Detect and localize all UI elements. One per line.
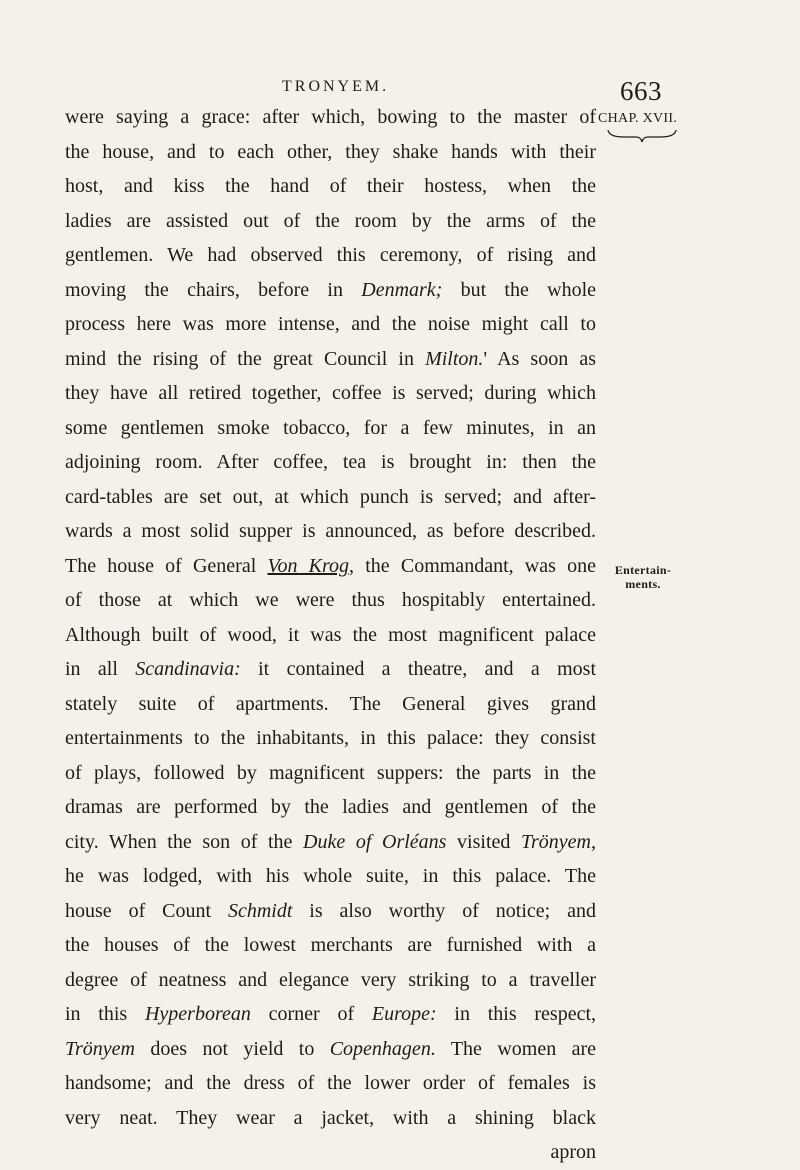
text-segment: were saying a grace: after which, bowing to the master of [65,106,596,128]
text-segment: the house, and to each other, they shake hands with their [65,140,596,163]
text-segment: of plays, followed by magnificent suppers: the parts in the [65,761,596,784]
running-title: TRONYEM. [282,78,390,95]
text-segment: very neat. They wear a jacket, with a shining black [65,1106,596,1129]
text-segment: handsome; and the dress of the lower order of females is [65,1072,596,1094]
text-line [65,894,596,929]
text-segment: visited [446,830,521,853]
text-line [65,100,596,135]
text-segment: does not yield to [135,1037,330,1060]
text-line [65,825,596,860]
text-line [65,1066,596,1101]
text-line [65,756,596,791]
text-segment: in this [65,1003,145,1025]
text-segment: he was lodged, with his whole suite, in this palace. The [65,865,596,887]
text-segment: , the Commandant, was one [349,554,596,577]
text-line [65,721,596,756]
text-segment: mind the rising of the great Council in [65,347,426,370]
text-segment: of those at which we were thus hospitably entertained. [65,589,596,611]
text-line [65,273,596,308]
sidenote-entertainments [608,563,678,591]
text-line [65,169,596,204]
text-line [65,480,596,515]
text-segment: entertainments to the inhabitants, in this palace: they consist [65,727,596,749]
text-line [65,135,596,170]
text-line [65,307,596,342]
text-line [65,928,596,963]
text-segment: Trönyem, [521,830,596,853]
text-segment: wards a most solid supper is announced, as before described. [65,520,596,542]
text-segment: host, and kiss the hand of their hostess, when the [65,175,596,197]
text-segment: The women are [435,1037,597,1060]
text-segment: card-tables are set out, at which punch is served; and after- [65,485,596,508]
text-segment: city. When the son of the [65,830,304,853]
text-line [65,618,596,653]
text-segment: degree of neatness and elegance very striking to a traveller [65,968,596,991]
text-line [65,1032,596,1067]
text-line [65,583,596,618]
text-line [65,1101,596,1136]
page-number: 663 [620,76,662,106]
text-line [65,514,596,549]
brace-ornament [606,129,678,143]
text-segment: Copenhagen. [329,1037,436,1060]
text-line [65,204,596,239]
text-segment: apron [550,1141,596,1163]
text-line [65,549,596,584]
text-segment: some gentlemen smoke tobacco, for a few minutes, in an [65,416,596,439]
text-segment: they have all retired together, coffee is served; during which [65,382,596,404]
text-segment: Scandinavia: [135,658,241,680]
text-line [65,342,596,377]
text-segment: house of Count [65,899,228,922]
text-line [65,963,596,998]
text-segment: dramas are performed by the ladies and gentlemen of the [65,796,596,818]
text-segment: moving the chairs, before in [65,278,362,301]
text-segment: The house of General [65,554,268,577]
text-line [65,238,596,273]
text-line [65,997,596,1032]
text-segment: in this respect, [436,1003,597,1025]
text-segment: but the whole [442,278,596,301]
text-line [65,859,596,894]
text-segment: Hyperborean [144,1003,251,1025]
text-line [65,790,596,825]
text-segment: Von Krog [267,554,350,577]
sidenote-text: Entertain- ments. [614,563,672,591]
text-segment: Trönyem [65,1037,135,1060]
chapter-marginal: CHAP. XVII. [598,111,678,126]
text-segment: Europe: [371,1003,437,1025]
text-segment: process here was more intense, and the noise might call to [65,313,596,335]
text-line [65,411,596,446]
text-segment: Schmidt [227,899,293,922]
text-segment: the houses of the lowest merchants are furnished with a [65,934,596,956]
text-segment: is also worthy of notice; and [292,899,596,922]
text-line [65,652,596,687]
text-segment: Although built of wood, it was the most magnificent palace [65,623,596,646]
text-line [65,376,596,411]
text-segment: corner of [250,1003,372,1025]
text-segment: Denmark; [361,278,443,301]
text-line [65,445,596,480]
text-segment: adjoining room. After coffee, tea is brought in: then the [65,451,596,473]
text-line [65,1135,596,1170]
text-segment: ladies are assisted out of the room by the arms of the [65,209,596,232]
body-text [65,100,596,1170]
text-segment: it contained a theatre, and a most [240,658,597,680]
text-segment: Duke of Orléans [303,830,447,853]
text-segment: Milton. [425,347,484,370]
text-segment: ' As soon as [483,347,596,370]
text-segment: in all [65,658,136,680]
text-segment: stately suite of apartments. The General gives grand [65,692,596,715]
text-line [65,687,596,722]
text-segment: gentlemen. We had observed this ceremony, of rising and [65,244,596,266]
